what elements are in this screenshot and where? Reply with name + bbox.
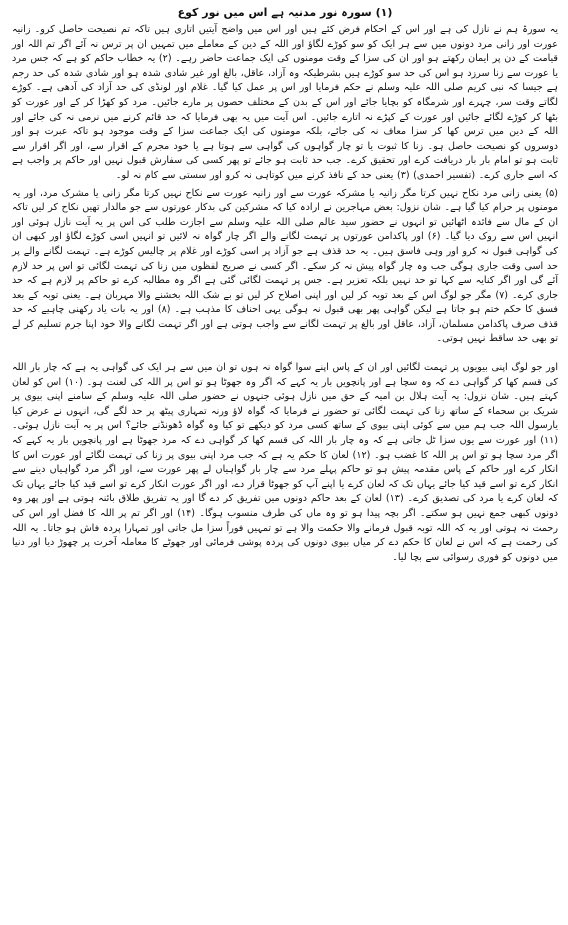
commentary-paragraph: یہ سورۃ ہم نے نازل کی ہے اور اس کے احکام فرض کئے ہیں اور اس میں واضح آیتیں اتاری ہیں تاکہ تم نصیحت حاصل کرو۔ زانیہ عورت اور زانی مرد دونوں میں سے ہر ایک کو سو کوڑے لگاؤ اور اللہ کے دین کے معاملے میں تمہیں ان پر ترس نہ آئے اگر تم اللہ اور قیامت کے دن پر ایمان رکھتے ہو اور ان کی سزا کے وقت مومنوں کی ایک جماعت حاضر رہے۔ (۲) یہ خطاب حاکم کو ہے کہ جس مرد یا عورت سے زنا سرزد ہو اس کی حد سو کوڑے ہیں بشرطیکہ وہ آزاد، عاقل، بالغ اور غیر شادی شدہ ہو اور شادی شدہ کی حد رجم ہے جیسا کہ نبی کریم صلی اللہ علیہ وسلم نے حکم فرمایا اور اس پر عمل کیا گیا۔ غلام اور لونڈی کی حد آزاد کی آدھی ہے۔ کوڑے لگاتے وقت سر، چہرے اور شرمگاہ کو بچایا جائے اور اس کے بدن کے مختلف حصوں پر مارے جائیں۔ مرد کو کھڑا کر کے اور عورت کو بٹھا کر کوڑے لگائے جائیں اور عورت کے کپڑے نہ اتارے جائیں۔ اس آیت میں یہ بھی فرمایا کہ حد قائم کرنے میں نرمی نہ کی جائے اور اللہ کے دین میں ترس کھا کر سزا معاف نہ کی جائے، بلکہ مومنوں کی ایک جماعت سزا کے وقت موجود ہو تاکہ عبرت ہو اور دوسروں کو نصیحت حاصل ہو۔ زنا کا ثبوت یا تو چار گواہوں کی گواہی سے ہوتا ہے یا خود مجرم کے اقرار سے، اور اگر اقرار سے ثابت ہو تو امام بار بار دریافت کرے اور تحقیق کرے۔ جب حد ثابت ہو جائے تو پھر کسی کی سفارش قبول نہیں اور حاکم پر واجب ہے کہ اسے جاری کرے۔ (تفسیر احمدی) (۳) یعنی حد کے نافذ کرنے میں کوتاہی نہ کرو اور سستی سے کام نہ لو۔ <box>12 24 558 181</box>
commentary-paragraph: اور جو لوگ اپنی بیویوں پر تہمت لگائیں اور ان کے پاس اپنے سوا گواہ نہ ہوں تو ان میں سے ہر ایک کی گواہی یہ ہے کہ چار بار اللہ کی قسم کھا کر گواہی دے کہ وہ سچا ہے اور پانچویں بار یہ کہے کہ اگر وہ جھوٹا ہو تو اس پر اللہ کی لعنت ہو۔ (۱۰) اس کو لعان کہتے ہیں۔ شان نزول: یہ آیت ہلال بن امیہ کے حق میں نازل ہوئی جنہوں نے حضور صلی اللہ علیہ وسلم کے سامنے اپنی بیوی پر شریک بن سحماء کے ساتھ زنا کی تہمت لگائی تو حضور نے فرمایا کہ گواہ لاؤ ورنہ تمہاری پیٹھ پر حد لگے گی، انہوں نے عرض کیا یارسول اللہ جب ہم میں سے کوئی اپنی بیوی کے ساتھ کسی مرد کو دیکھے تو کیا وہ گواہ ڈھونڈنے جائے؟ اس پر یہ آیت نازل ہوئی۔ (۱۱) اور عورت سے یوں سزا ٹل جاتی ہے کہ وہ چار بار اللہ کی قسم کھا کر گواہی دے کہ مرد جھوٹا ہے اور پانچویں بار یہ کہے کہ اگر مرد سچا ہو تو اس پر اللہ کا غضب ہو۔ (۱۲) لعان کا حکم یہ ہے کہ جب مرد اپنی بیوی پر زنا کی تہمت لگائے اور عورت اس کا انکار کرے اور حاکم کے پاس مقدمہ پیش ہو تو حاکم پہلے مرد سے چار بار گواہیاں لے پھر عورت سے، اور اگر مرد گواہیاں دینے سے انکار کرے تو اسے قید کیا جائے یہاں تک کہ لعان کرے یا اپنے آپ کو جھوٹا قرار دے، اور اگر عورت انکار کرے تو اسے قید کیا جائے یہاں تک کہ لعان کرے یا مرد کی تصدیق کرے۔ (۱۳) لعان کے بعد حاکم دونوں میں تفریق کر دے گا اور یہ تفریق طلاق بائنہ ہوتی ہے اور پھر وہ دونوں کبھی جمع نہیں ہو سکتے۔ اگر بچہ پیدا ہو تو وہ ماں کی طرف منسوب ہوگا۔ (۱۴) اور اگر تم پر اللہ کا فضل اور اس کی رحمت نہ ہوتی اور یہ کہ اللہ توبہ قبول فرمانے والا حکمت والا ہے تو تمہیں فوراً سزا مل جاتی اور تمہارا پردہ فاش ہو جاتا۔ یہ اللہ کی رحمت ہے کہ اس نے لعان کا حکم دے کر میاں بیوی دونوں کی پردہ پوشی فرمائی اور جھوٹے کا معاملہ آخرت پر چھوڑ دیا اور دنیا میں دونوں کو فوری رسوائی سے بچا لیا۔ <box>12 362 558 563</box>
commentary-paragraph: (۵) یعنی زانی مرد نکاح نہیں کرتا مگر زانیہ یا مشرکہ عورت سے اور زانیہ عورت سے نکاح نہیں کرتا مگر زانی یا مشرک مرد، اور یہ مومنوں پر حرام کیا گیا ہے۔ شان نزول: بعض مہاجرین نے ارادہ کیا کہ مشرکین کی بدکار عورتوں سے جو مالدار تھیں نکاح کر لیں تاکہ ان کے مال سے فائدہ اٹھائیں تو انہوں نے حضور سید عالم صلی اللہ علیہ وسلم سے اجازت طلب کی اس پر یہ آیت نازل ہوئی اور انہیں اس سے روک دیا گیا۔ (۶) اور پاکدامن عورتوں پر تہمت لگانے والے اگر چار گواہ نہ لائیں تو انہیں اسی کوڑے لگاؤ اور کبھی ان کی گواہی قبول نہ کرو اور وہی فاسق ہیں۔ یہ حد قذف ہے جو آزاد پر اسی کوڑے اور غلام پر چالیس کوڑے ہے۔ تہمت لگانے والے پر حد اسی وقت جاری ہوگی جب وہ چار گواہ پیش نہ کر سکے۔ اگر کسی نے صریح لفظوں میں زنا کی تہمت لگائی تو اس پر حد لازم آئے گی اور اگر کنایہ سے کہا تو حد نہیں بلکہ تعزیر ہے۔ جس پر تہمت لگائی گئی ہے اگر وہ مطالبہ کرے تو حاکم پر لازم ہے کہ حد جاری کرے۔ (۷) مگر جو لوگ اس کے بعد توبہ کر لیں اور اپنی اصلاح کر لیں تو بے شک اللہ بخشنے والا مہربان ہے۔ یعنی توبہ کے بعد فسق کا حکم ختم ہو جاتا ہے لیکن گواہی پھر بھی قبول نہ ہوگی یہی احناف کا مذہب ہے۔ (۸) اور یہ بات یاد رکھنی چاہیے کہ حد قذف صرف پاکدامن مسلمان، آزاد، عاقل اور بالغ پر تہمت لگانے سے واجب ہوتی ہے اور اگر تہمت لگانے والا خود اپنا جرم تسلیم کر لے تو بھی حد ساقط نہیں ہوتی۔ <box>12 187 558 345</box>
surah-heading: (۱) سورہ نور مدنیہ ہے اس میں نور کوع <box>177 6 393 19</box>
